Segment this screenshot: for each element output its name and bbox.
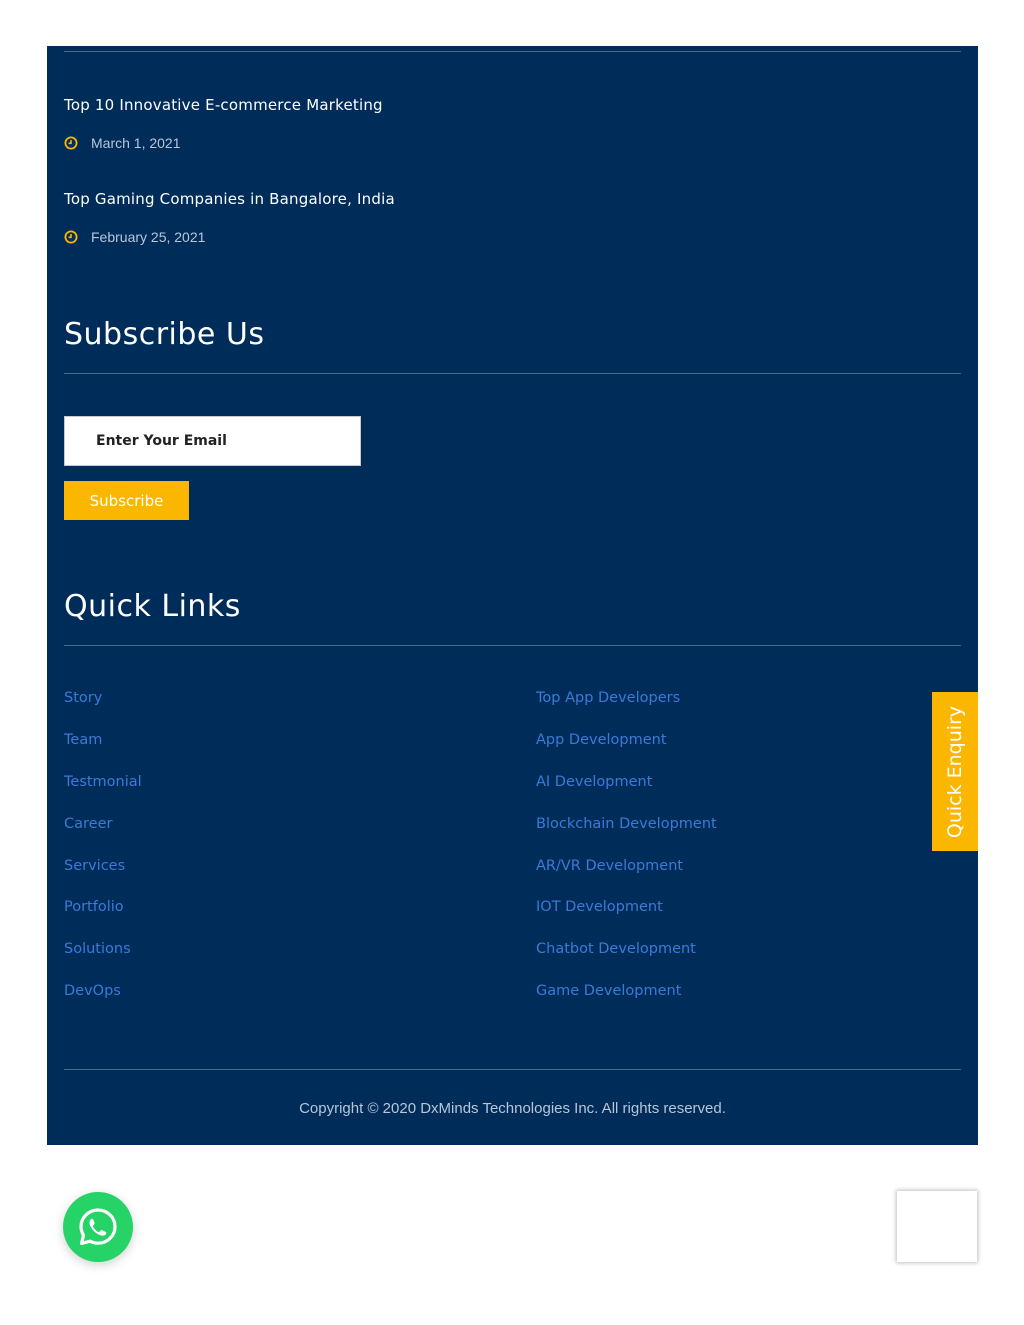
quick-enquiry-label: Quick Enquiry <box>944 705 966 838</box>
recent-post-title-2[interactable]: Top Gaming Companies in Bangalore, India <box>64 190 395 208</box>
quick-enquiry-tab[interactable] <box>932 692 978 851</box>
quick-link-iot-development[interactable]: IOT Development <box>536 899 663 916</box>
copyright-divider <box>64 1069 961 1070</box>
quick-link-game-development[interactable]: Game Development <box>536 983 682 1000</box>
clock-icon <box>64 230 78 244</box>
quick-link-portfolio[interactable]: Portfolio <box>64 899 124 916</box>
quick-links-divider <box>64 645 961 646</box>
quick-link-arvr-development[interactable]: AR/VR Development <box>536 857 684 874</box>
quick-links-left <box>64 686 142 1021</box>
subscribe-divider <box>64 373 961 374</box>
site-footer <box>47 46 978 1145</box>
quick-link-services[interactable]: Services <box>64 857 126 874</box>
quick-links-heading: Quick Links <box>64 589 241 624</box>
quick-link-career[interactable]: Career <box>64 815 113 832</box>
recent-post-date-2 <box>64 229 205 245</box>
recent-post-title-1[interactable]: Top 10 Innovative E-commerce Marketing <box>64 96 383 114</box>
recent-post-date-1 <box>64 135 181 151</box>
quick-link-ai-development[interactable]: AI Development <box>536 773 653 790</box>
quick-link-chatbot-development[interactable]: Chatbot Development <box>536 941 696 958</box>
whatsapp-chat-button[interactable] <box>63 1192 133 1262</box>
post-date-text: March 1, 2021 <box>91 135 181 151</box>
post-date-text: February 25, 2021 <box>91 229 206 245</box>
clock-icon <box>64 136 78 150</box>
copyright-text: Copyright © 2020 DxMinds Technologies Inc. All rights reserved. <box>299 1100 726 1117</box>
whatsapp-icon <box>76 1205 120 1249</box>
quick-link-top-app-developers[interactable]: Top App Developers <box>536 690 681 706</box>
quick-link-app-development[interactable]: App Development <box>536 731 667 748</box>
quick-link-solutions[interactable]: Solutions <box>64 941 131 958</box>
quick-links-right <box>536 686 717 1021</box>
quick-link-devops[interactable]: DevOps <box>64 983 121 1000</box>
email-field-wrapper <box>64 416 361 466</box>
subscribe-button[interactable]: Subscribe <box>64 481 189 520</box>
subscribe-heading: Subscribe Us <box>64 317 265 352</box>
recaptcha-badge[interactable] <box>897 1191 977 1262</box>
quick-link-team[interactable]: Team <box>64 731 103 748</box>
quick-link-story[interactable]: Story <box>64 690 103 706</box>
quick-link-blockchain-development[interactable]: Blockchain Development <box>536 815 717 832</box>
quick-link-testimonial[interactable]: Testmonial <box>64 773 142 790</box>
email-field[interactable] <box>65 417 360 465</box>
top-divider <box>64 51 961 52</box>
